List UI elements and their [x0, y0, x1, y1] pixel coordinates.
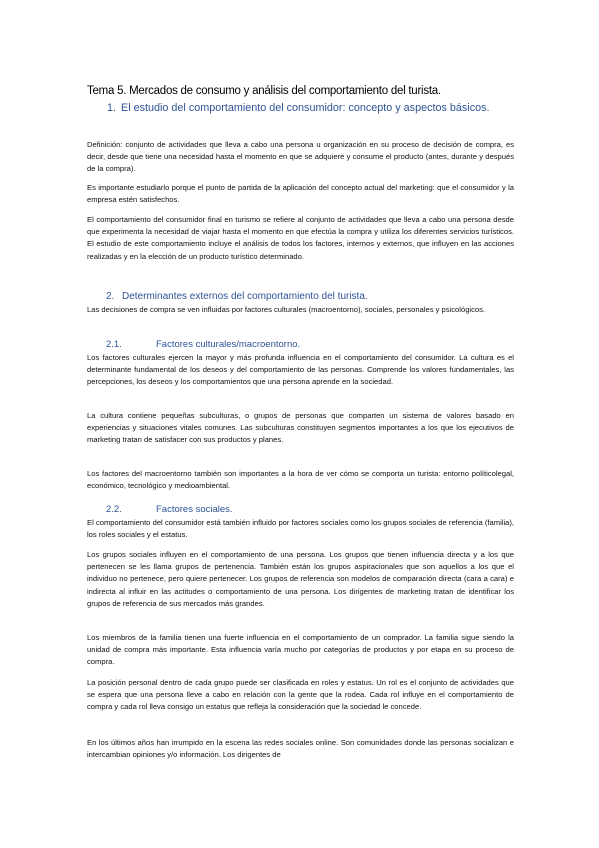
section-heading-text: Factores culturales/macroentorno.	[156, 339, 301, 350]
section-2-2-heading	[106, 503, 233, 516]
paragraph-factores-sociales: El comportamiento del consumidor está también influido por factores sociales como los grupos sociales de referencia (familia), los roles sociales y el estatus.	[87, 518, 514, 540]
section-heading-text: Determinantes externos del comportamiento del turista.	[122, 291, 368, 302]
section-number: 1.	[107, 102, 117, 114]
paragraph-redes-sociales: En los últimos años han irrumpido en la escena las redes sociales online. Son comunidades donde las personas socializan e intercambian opiniones y/o información. Los dirigentes de	[87, 738, 514, 760]
section-number: 2.2.	[106, 504, 122, 515]
section-number: 2.1.	[106, 339, 122, 350]
page-title: Tema 5. Mercados de consumo y análisis del comportamiento del turista.	[87, 85, 441, 97]
paragraph-grupos-sociales: Los grupos sociales influyen en el comportamiento de una persona. Los grupos que tienen influencia directa y a los que pertenecen se les llama grupos de pertenencia. También están los grupos aspiracionales que son aquellos a los que el individuo no pertenece, pero quiere pertenecer. Los grupos de referencia son modelos de comparación directa (cara a cara) e indirecta al influir en las actitudes o comportamiento de una persona. Los dirigentes de marketing tratan de identificar los grupos de referencia de sus mercados más grandes.	[87, 550, 514, 608]
section-2-1-heading	[106, 338, 300, 351]
section-1-heading	[107, 101, 517, 116]
paragraph-decisiones: Las decisiones de compra se ven influidas por factores culturales (macroentorno), sociales, personales y psicológicos.	[87, 305, 486, 314]
paragraph-cultura-2: La cultura contiene pequeñas subculturas, o grupos de personas que comparten un sistema de valores basado en experiencias y situaciones vitales comunes. Las subculturas constituyen segmentos importantes a los que los ejecutivos de marketing tratan de satisfacer con sus productos y planes.	[87, 411, 514, 445]
paragraph-definicion: Definición: conjunto de actividades que lleva a cabo una persona u organización en su proceso de decisión de compra, es decir, desde que tiene una necesidad hasta el momento en que se adquiere y consume el producto (antes, durante y después de la compra).	[87, 140, 514, 174]
paragraph-turismo: El comportamiento del consumidor final en turismo se refiere al conjunto de actividades que lleva a cabo una persona desde que experimenta la necesidad de viajar hasta el momento en que efectúa la compra y utiliza los diferentes servicios turísticos. El estudio de este comportamiento incluye el análisis de todos los factores, internos y externos, que influyen en las acciones realizadas y en la elección de un producto turístico determinado.	[87, 215, 514, 261]
section-heading-text: El estudio del comportamiento del consumidor: concepto y aspectos básicos.	[121, 102, 490, 114]
section-number: 2.	[106, 291, 115, 302]
section-2-heading	[106, 290, 368, 303]
paragraph-posicion: La posición personal dentro de cada grupo puede ser clasificada en roles y estatus. Un rol es el conjunto de actividades que se espera que una persona lleve a cabo en relación con la gente que la rodea. Cada rol influye en el comportamiento de compra y cada rol lleva consigo un estatus que refleja la consideración que la sociedad le concede.	[87, 678, 514, 712]
paragraph-familia: Los miembros de la familia tienen una fuerte influencia en el comportamiento de un comprador. La familia sigue siendo la unidad de compra más importante. Esta influencia varía mucho por categorías de productos y por etapa en su proceso de compra.	[87, 633, 514, 667]
section-heading-text: Factores sociales.	[156, 504, 233, 515]
paragraph-cultura-1: Los factores culturales ejercen la mayor y más profunda influencia en el comportamiento del consumidor. La cultura es el determinante fundamental de los deseos y del comportamiento de las personas. Comprende los valores fundamentales, las percepciones, los deseos y los comportamientos que una persona aprende en la sociedad.	[87, 353, 514, 387]
paragraph-importante: Es importante estudiarlo porque el punto de partida de la aplicación del concepto actual del marketing: que el consumidor y la empresa estén satisfechos.	[87, 183, 514, 205]
paragraph-macroentorno: Los factores del macroentorno también son importantes a la hora de ver cómo se comporta un turista: entorno políticolegal, económico, tecnológico y medioambiental.	[87, 469, 514, 491]
